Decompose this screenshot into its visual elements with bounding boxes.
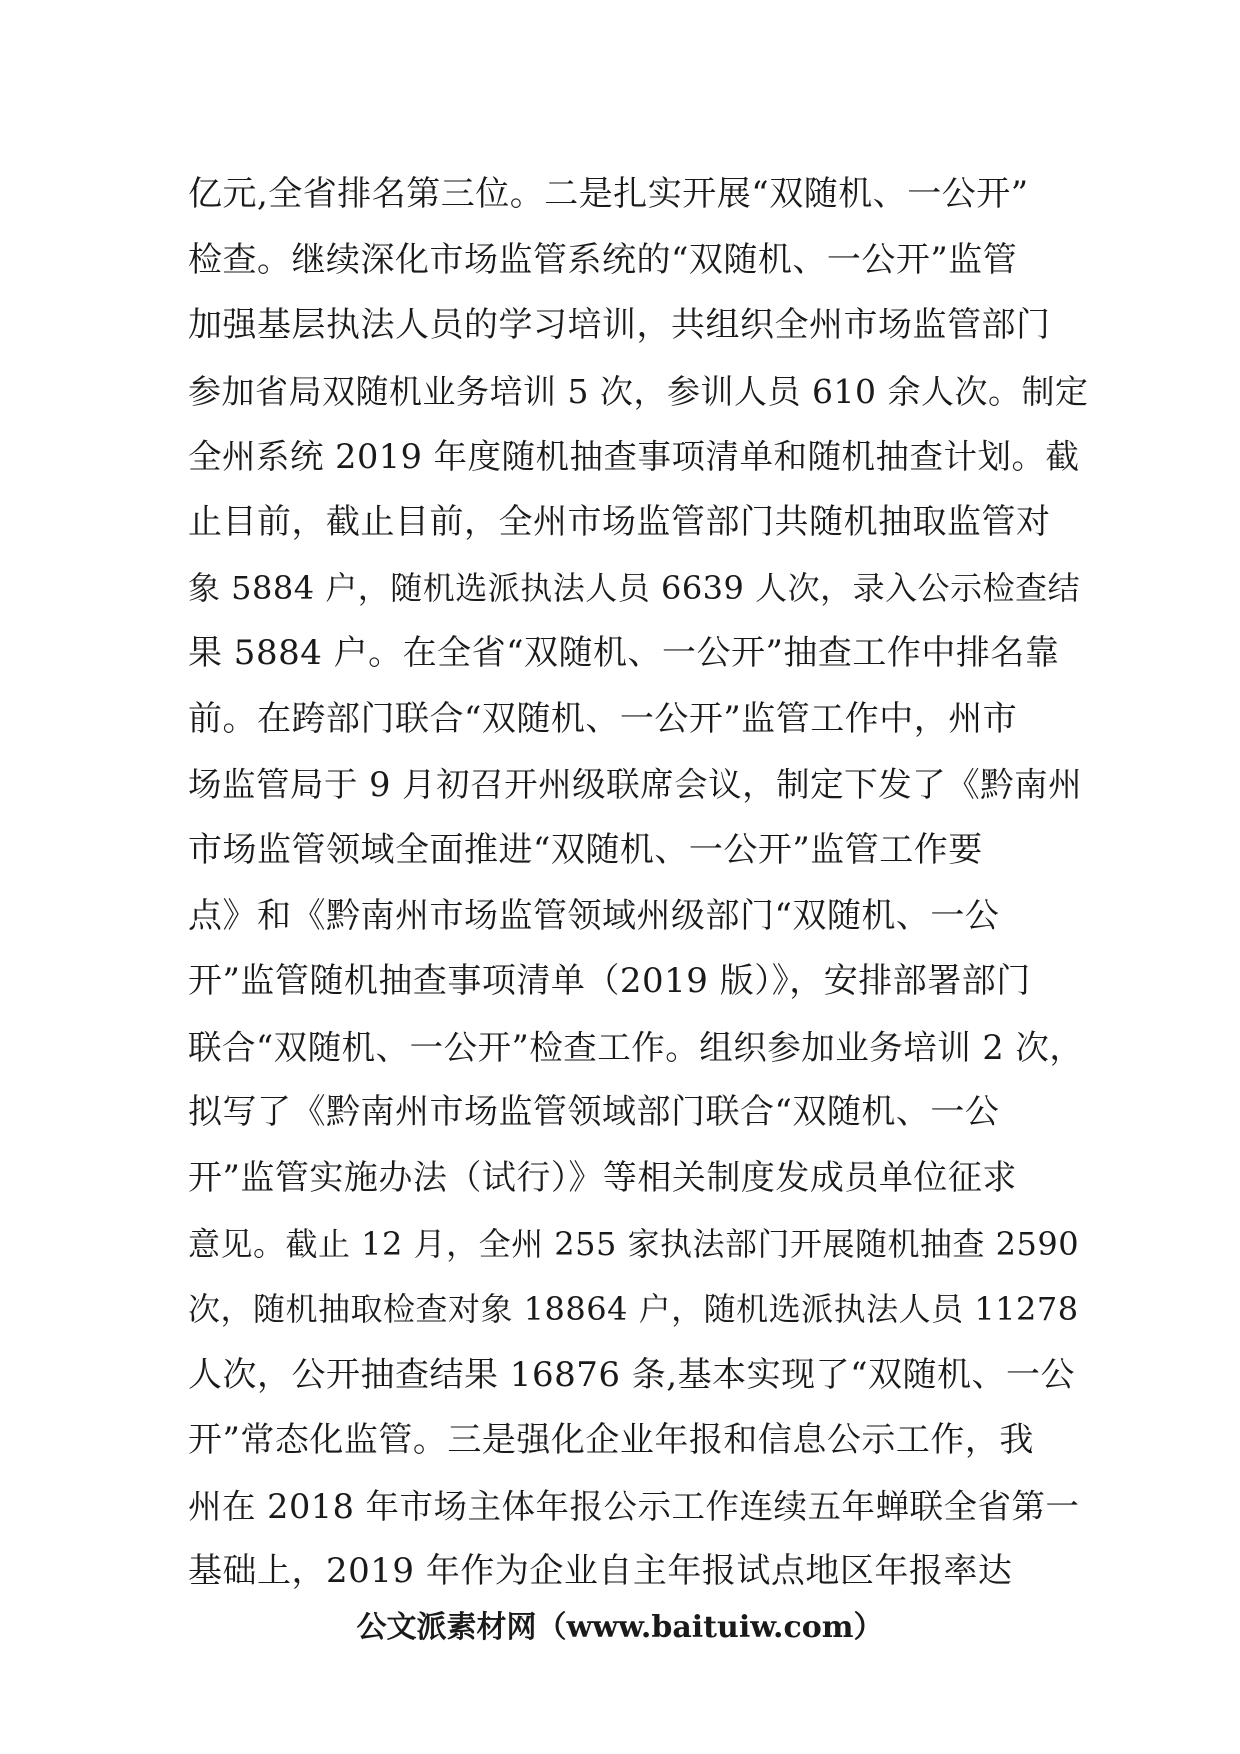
body-line: 点》和《黔南州市场监管领域州级部门“双随机、一公 bbox=[188, 895, 1000, 936]
body-line: 意见。截止 12 月，全州 255 家执法部门开展随机抽查 2590 bbox=[188, 1224, 1080, 1263]
body-line: 全州系统 2019 年度随机抽查事项清单和随机抽查计划。截 bbox=[188, 437, 1080, 477]
body-line: 联合“双随机、一公开”检查工作。组织参加业务培训 2 次， bbox=[188, 1027, 1084, 1067]
body-line: 开”监管随机抽查事项清单（2019 版）》，安排部署部门 bbox=[188, 961, 1031, 1002]
body-line: 止目前，截止目前，全州市场监管部门共随机抽取监管对 bbox=[188, 501, 1051, 542]
body-line: 开”常态化监管。三是强化企业年报和信息公示工作，我 bbox=[188, 1420, 1034, 1461]
body-line: 州在 2018 年市场主体年报公示工作连续五年蝉联全省第一 bbox=[188, 1486, 1080, 1526]
body-text bbox=[188, 162, 1088, 1605]
body-line: 果 5884 户。在全省“双随机、一公开”抽查工作中排名靠 bbox=[188, 633, 1060, 674]
body-line: 象 5884 户，随机选派执法人员 6639 人次，录入公示检查结 bbox=[188, 568, 1081, 607]
body-line: 人次，公开抽查结果 16876 条,基本实现了“双随机、一公 bbox=[188, 1354, 1075, 1395]
body-line: 市场监管领域全面推进“双随机、一公开”监管工作要 bbox=[188, 829, 983, 870]
body-line: 基础上，2019 年作为企业自主年报试点地区年报率达 bbox=[188, 1551, 1013, 1592]
body-line: 开”监管实施办法（试行）》等相关制度发成员单位征求 bbox=[188, 1157, 1017, 1198]
body-line: 拟写了《黔南州市场监管领域部门联合“双随机、一公 bbox=[188, 1092, 1000, 1133]
body-line: 参加省局双随机业务培训 5 次，参训人员 610 余人次。制定 bbox=[188, 371, 1089, 411]
body-line: 前。在跨部门联合“双随机、一公开”监管工作中，州市 bbox=[188, 698, 1018, 739]
body-line: 场监管局于 9 月初召开州级联席会议，制定下发了《黔南州 bbox=[188, 765, 1083, 805]
footer-watermark: 公文派素材网（www.baituiw.com） bbox=[356, 1610, 884, 1645]
body-line: 亿元,全省排名第三位。二是扎实开展“双随机、一公开” bbox=[188, 174, 1029, 214]
body-line: 加强基层执法人员的学习培训，共组织全州市场监管部门 bbox=[188, 305, 1051, 346]
body-line: 次，随机抽取检查对象 18864 户，随机选派执法人员 11278 bbox=[188, 1290, 1079, 1329]
body-line: 检查。继续深化市场监管系统的“双随机、一公开”监管 bbox=[188, 239, 1018, 280]
